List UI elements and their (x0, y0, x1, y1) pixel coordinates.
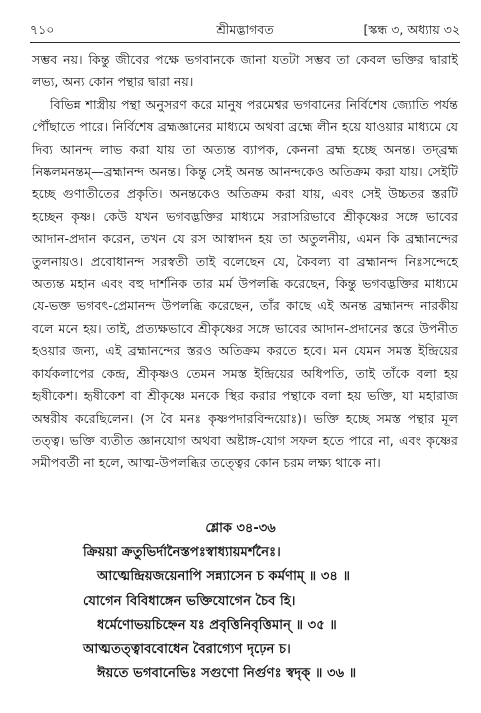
page-number: ৭১০ (30, 22, 55, 37)
verse-line: ক্রিয়য়া ক্রতুভির্দানৈস্তপঃস্বাধ্যায়মর্শনৈঃ। (83, 545, 281, 560)
purport-paragraph-2: বিভিন্ন শাস্ত্রীয় পন্থা অনুসরণ করে মানুষ পরমেশ্বর ভগবানের নির্বিশেষ জ্যোতি পর্যন্ত পৌঁছাতে পারে। নির্বিশেষ ব্রহ্মজ্ঞানের মাধ্যমে অথবা ব্রহ্মে লীন হয়ে যাওয়ার মাধ্যমে যে দিব্য আনন্দ লাভ করা যায় তা অত্যন্ত ব্যাপক, কেননা ব্রহ্ম হচ্ছে অনন্ত। তদ্‌ব্রহ্ম নিষ্কলমনন্তম্—ব্রহ্মানন্দ অনন্ত। কিন্তু সেই অনন্ত আনন্দকেও অতিক্রম করা যায়। সেইটি হচ্ছে গুণাতীতের প্রকৃতি। অনন্তকেও অতিক্রম করা যায়, এবং সেই উচ্চতর স্তরটি হচ্ছেন কৃষ্ণ। কেউ যখন ভগবদ্ভক্তির মাধ্যমে সরাসরিভাবে শ্রীকৃষ্ণের সঙ্গে ভাবের আদান-প্রদান করেন, তখন যে রস আস্বাদন হয় তা অতুলনীয়, এমন কি ব্রহ্মানন্দের তুলনায়ও। প্রবোধানন্দ সরস্বতী তাই বলেছেন যে, কৈবল্য বা ব্রহ্মানন্দ নিঃসন্দেহে অত্যন্ত মহান এবং বহু দার্শনিক তার মর্ম উপলব্ধি করেছেন, কিন্তু ভগবদ্ভক্তির মাধ্যমে যে-ভক্ত ভগবৎ-প্রেমানন্দ উপলব্ধি করেছেন, তাঁর কাছে এই অনন্ত ব্রহ্মানন্দ নারকীয় বলে মনে হয়। তাই, প্রত্যক্ষভাবে শ্রীকৃষ্ণের সঙ্গে ভাবের আদান-প্রদানের স্তরে উপনীত হওয়ার জন্য, এই ব্রহ্মানন্দের স্তরও অতিক্রম করতে হবে। মন যেমন সমস্ত ইন্দ্রিয়ের কার্যকলাপের কেন্দ্র, শ্রীকৃষ্ণও তেমন সমস্ত ইন্দ্রিয়ের অধিপতি, তাই তাঁকে বলা হয় হৃষীকেশ। হৃষীকেশ বা শ্রীকৃষ্ণে মনকে স্থির করার পন্থাকে বলা হয় ভক্তি, যা মহারাজ অম্বরীষ করেছিলেন। (স বৈ মনঃ কৃষ্ণপদারবিন্দয়োঃ)। ভক্তি হচ্ছে সমস্ত পন্থার মূল তত্ত্ব। ভক্তি ব্যতীত জ্ঞানযোগ অথবা অষ্টাঙ্গ-যোগ সফল হতে পারে না, এবং কৃষ্ণের সমীপবর্তী না হলে, আত্ম-উপলব্ধির তত্ত্বের কোন চরম লক্ষ্য থাকে না। (32, 96, 458, 471)
verse-line: আত্মেন্দ্রিয়জয়েনাপি সন্ন্যাসেন চ কর্মণাম্ ॥ ৩৪ ॥ (97, 569, 351, 585)
book-title: শ্রীমদ্ভাগবত (216, 22, 274, 37)
sanskrit-verses (83, 541, 443, 687)
verse-heading: শ্লোক ৩৪-৩৬ (205, 521, 276, 536)
verse-line: ধর্মেণোভয়চিহ্নেন যঃ প্রবৃত্তিনিবৃত্তিমান্ ॥ ৩৫ ॥ (97, 617, 337, 633)
purport-paragraph-1: সম্ভব নয়। কিন্তু জীবের পক্ষে ভগবানকে জানা যতটা সম্ভব তা কেবল ভক্তির দ্বারাই লভ্য, অন্য কোন পন্থার দ্বারা নয়। (32, 52, 458, 90)
verse-line: যোগেন বিবিধাঙ্গেন ভক্তিযোগেন চৈব হি। (83, 593, 296, 609)
verse-line: ঈয়তে ভগবানেভিঃ সগুণো নির্গুণঃ স্বদৃক্ ॥ ৩৬ ॥ (97, 666, 357, 682)
page-header (30, 18, 460, 42)
verse-line: আত্মতত্ত্বাববোধেন বৈরাগ্যেণ দৃঢ়েন চ। (83, 642, 291, 658)
header-divider (30, 42, 460, 43)
purport-text (32, 49, 458, 475)
chapter-reference: [স্কন্ধ ৩, অধ্যায় ৩২ (363, 22, 460, 37)
